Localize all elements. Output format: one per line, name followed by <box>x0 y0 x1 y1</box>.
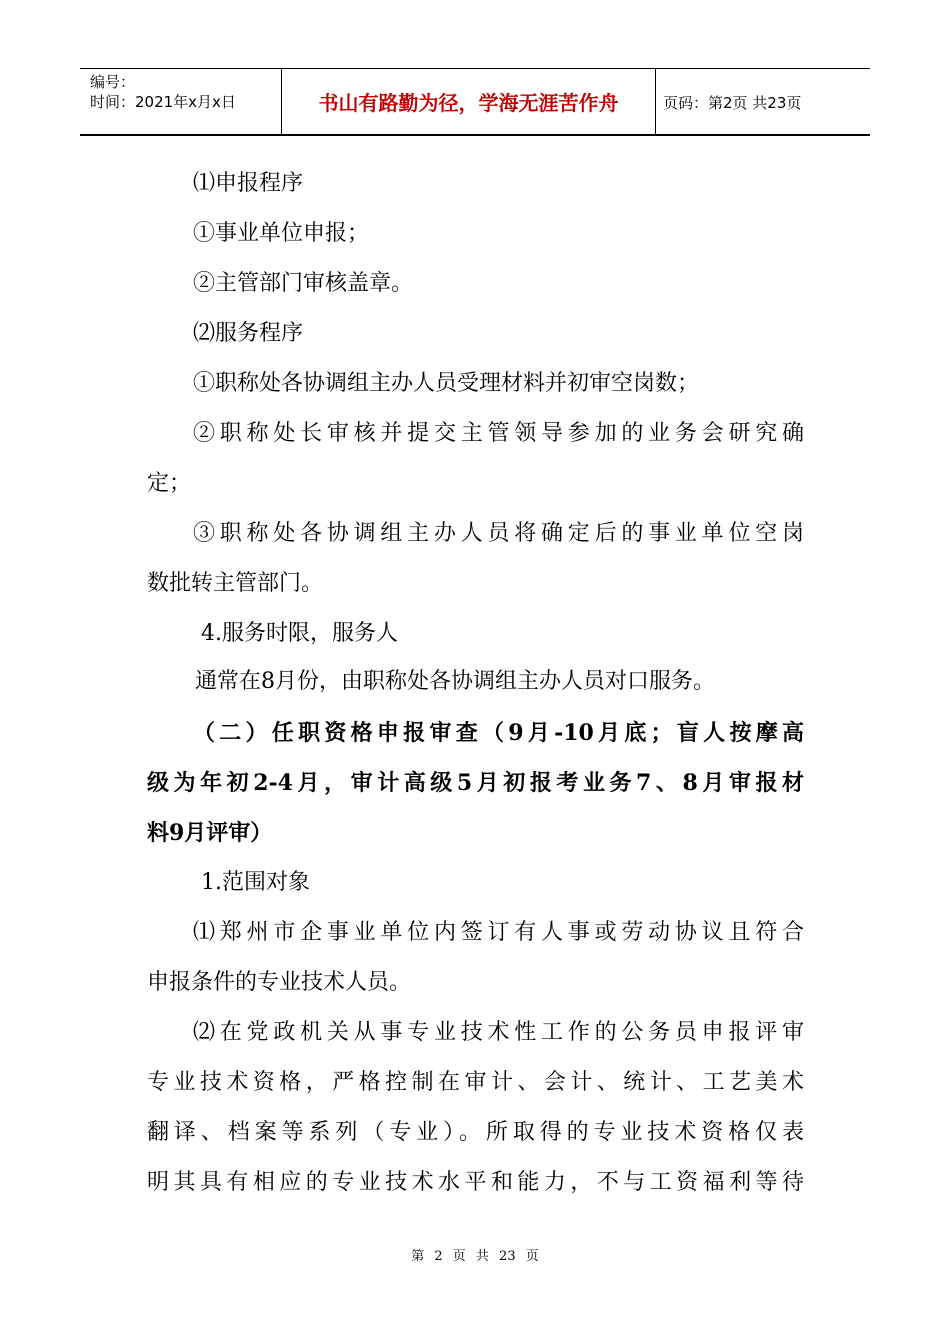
body-line: ②主管部门审核盖章。 <box>193 271 414 296</box>
body-line: 1.范围对象 <box>201 870 310 895</box>
body-line: 通常在8月份，由职称处各协调组主办人员对口服务。 <box>195 669 715 694</box>
body-line: ②职称处长审核并提交主管领导参加的业务会研究确 <box>193 421 804 446</box>
body-line: ①职称处各协调组主办人员受理材料并初审空岗数； <box>193 371 700 396</box>
header-top-rule <box>80 68 870 69</box>
body-line: 定； <box>147 471 192 496</box>
header-motto: 书山有路勤为径，学海无涯苦作舟 <box>318 91 619 115</box>
header-number-label: 编号： <box>90 73 136 91</box>
body-line: 专业技术资格，严格控制在审计、会计、统计、工艺美术 <box>147 1070 804 1095</box>
body-line: ⑴申报程序 <box>193 171 304 196</box>
body-line: 申报条件的专业技术人员。 <box>147 970 412 995</box>
body-line: 明其具有相应的专业技术水平和能力，不与工资福利等待 <box>147 1170 804 1195</box>
page-footer: 第 2 页 共 23 页 <box>411 1249 539 1264</box>
section-heading: （二）任职资格申报审查（9月-10月底；盲人按摩高 <box>193 720 804 746</box>
header-divider <box>655 68 656 136</box>
header-meta <box>90 72 236 112</box>
body-line: ⑴郑州市企事业单位内签订有人事或劳动协议且符合 <box>193 920 804 945</box>
body-line: ①事业单位申报； <box>193 221 370 246</box>
body-line: 翻译、档案等系列（专业）。所取得的专业技术资格仅表 <box>147 1120 804 1145</box>
header-time-label: 时间：2021年x月x日 <box>90 93 236 111</box>
section-heading: 级为年初2-4月，审计高级5月初报考业务7、8月审报材 <box>147 770 804 796</box>
body-line: ③职称处各协调组主办人员将确定后的事业单位空岗 <box>193 521 804 546</box>
body-line: ⑵在党政机关从事专业技术性工作的公务员申报评审 <box>193 1020 804 1045</box>
body-line: 4.服务时限，服务人 <box>201 621 398 646</box>
section-heading: 料9月评审） <box>147 820 273 846</box>
body-line: 数批转主管部门。 <box>147 571 324 596</box>
header-page-label: 页码：第2页 共23页 <box>663 94 802 112</box>
page-header <box>80 68 870 136</box>
header-bottom-rule <box>80 134 870 136</box>
body-line: ⑵服务程序 <box>193 321 304 346</box>
